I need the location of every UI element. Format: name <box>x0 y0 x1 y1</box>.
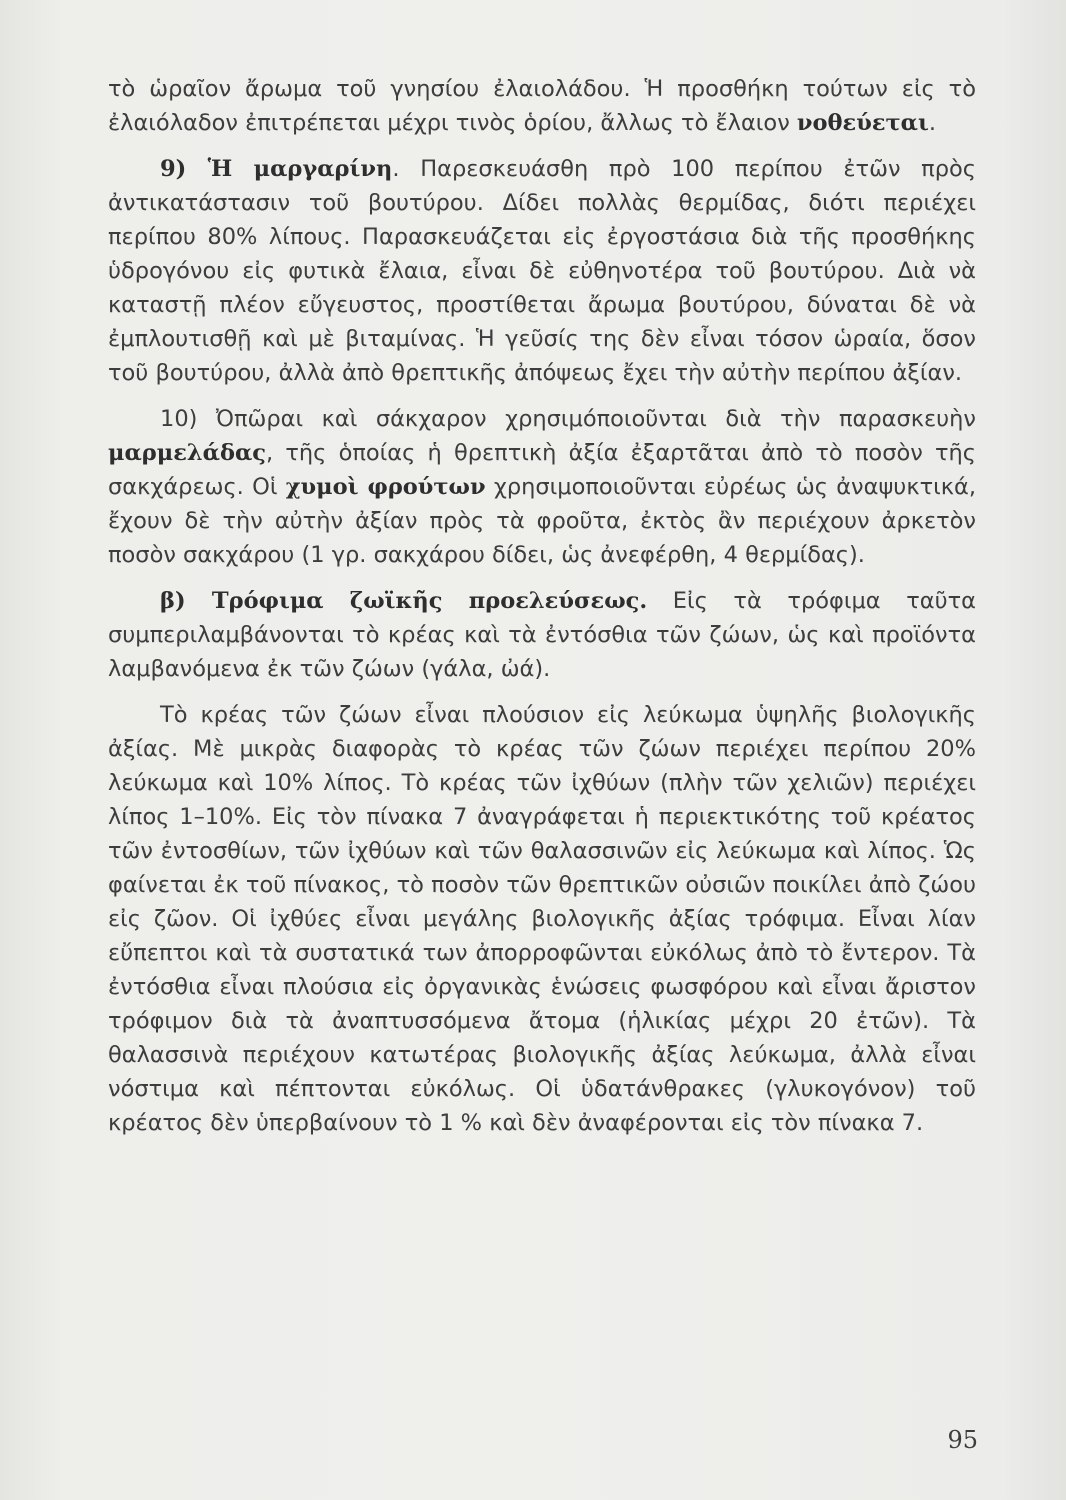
text-run: 10) Ὀπῶραι καὶ σάκχαρον χρησιμόποιοῦνται διὰ τὴν παρασκευὴν <box>160 406 976 432</box>
bold-term-marmalade: μαρμελάδας <box>108 440 267 466</box>
body-text <box>108 72 976 1152</box>
text-run: . Παρεσκευάσθη πρὸ 100 περίπου ἐτῶν πρὸς ἀντικατάστασιν τοῦ βουτύρου. Δίδει πολλὰς θερμίδας, διότι περιέχει περίπου 80% λίπους. Παρασκευάζεται εἰς ἐργοστάσια διὰ τῆς προσθήκης ὑδρογόνου εἰς φυτικὰ ἔλαια, εἶναι δὲ εὐθηνοτέρα τοῦ βουτύρου. Διὰ νὰ καταστῇ πλέον εὔγευστος, προστίθεται ἄρωμα βουτύρου, δύναται δὲ νὰ ἐμπλουτισθῇ καὶ μὲ βιταμίνας. Ἡ γεῦσίς της δὲν εἶναι τόσον ὡραία, ὅσον τοῦ βουτύρου, ἀλλὰ ἀπὸ θρεπτικῆς ἀπόψεως ἔχει τὴν αὐτὴν περίπου ἀξίαν. <box>108 156 976 386</box>
text-run: Τὸ κρέας τῶν ζώων εἶναι πλούσιον εἰς λεύκωμα ὑψηλῆς βιολογικῆς ἀξίας. Μὲ μικρὰς διαφορὰς τὸ κρέας τῶν ζώων περιέχει περίπου 20% λεύκωμα καὶ 10% λίπος. Τὸ κρέας τῶν ἰχθύων (πλὴν τῶν χελιῶν) περιέχει λίπος 1–10%. Εἰς τὸν πίνακα 7 ἀναγράφεται ἡ περιεκτικότης τοῦ κρέατος τῶν ἐντοσθίων, τῶν ἰχθύων καὶ τῶν θαλασσινῶν εἰς λεύκωμα καὶ λίπος. Ὡς φαίνεται ἐκ τοῦ πίνακος, τὸ ποσὸν τῶν θρεπτικῶν οὐσιῶν ποικίλει ἀπὸ ζώου εἰς ζῶον. Οἱ ἰχθύες εἶναι μεγάλης βιολογικῆς ἀξίας τρόφιμα. Εἶναι λίαν εὔπεπτοι καὶ τὰ συστατικά των ἀπορροφῶνται εὐκόλως ἀπὸ τὸ ἔντερον. Τὰ ἐντόσθια εἶναι πλούσια εἰς ὀργανικὰς ἑνώσεις φωσφόρου καὶ εἶναι ἄριστον τρόφιμον διὰ τὰ ἀναπτυσσόμενα ἄτομα (ἡλικίας μέχρι 20 ἐτῶν). Τὰ θαλασσινὰ περιέχουν κατωτέρας βιολογικῆς ἀξίας λεύκωμα, ἀλλὰ εἶναι νόστιμα καὶ πέπτονται εὐκόλως. Οἱ ὑδατάνθρακες (γλυκογόνον) τοῦ κρέατος δὲν ὑπερβαίνουν τὸ 1 % καὶ δὲν ἀναφέρονται εἰς τὸν πίνακα 7. <box>108 702 976 1136</box>
paragraph-animal-foods <box>108 584 976 686</box>
section-heading-margarine: 9) Ἡ μαργαρίνη <box>160 156 393 182</box>
bold-term-adulterated: νοθεύεται <box>796 110 929 136</box>
paragraph-meat <box>108 698 976 1140</box>
text-run: τὸ ὡραῖον ἄρωμα τοῦ γνησίου ἐλαιολάδου. Ἡ προσθήκη τούτων εἰς τὸ ἐλαιόλαδον ἐπιτρέπεται μέχρι τινὸς ὁρίου, ἄλλως τὸ ἔλαιον <box>108 76 976 136</box>
text-run: χρησιμοποιοῦνται εὐρέως ὡς ἀναψυκτικά, ἔχουν δὲ τὴν αὐτὴν ἀξίαν πρὸς τὰ φροῦτα, ἐκτὸς ἂν περιέχουν ἀρκετὸν ποσὸν σακχάρου (1 γρ. σακχάρου δίδει, ὡς ἀνεφέρθη, 4 θερμίδας). <box>108 474 976 568</box>
paragraph-olive-oil-additives <box>108 72 976 140</box>
text-run: Εἰς τὰ τρόφιμα ταῦτα συμπεριλαμβάνονται τὸ κρέας καὶ τὰ ἐντόσθια τῶν ζώων, ὡς καὶ προϊόντα λαμβανόμενα ἐκ τῶν ζώων (γάλα, ὠά). <box>108 588 976 682</box>
page-number: 95 <box>947 1426 978 1454</box>
section-heading-animal-foods: β) Τρόφιμα ζωϊκῆς προελεύσεως. <box>160 588 648 614</box>
bold-term-fruit-juices: χυμοὶ φρούτων <box>285 474 486 500</box>
paragraph-margarine <box>108 152 976 390</box>
text-run: , τῆς ὁποίας ἡ θρεπτικὴ ἀξία ἐξαρτᾶται ἀπὸ τὸ ποσὸν τῆς σακχάρεως. Οἱ <box>108 440 976 500</box>
text-run: . <box>928 110 937 136</box>
paragraph-fruits-sugar <box>108 402 976 572</box>
